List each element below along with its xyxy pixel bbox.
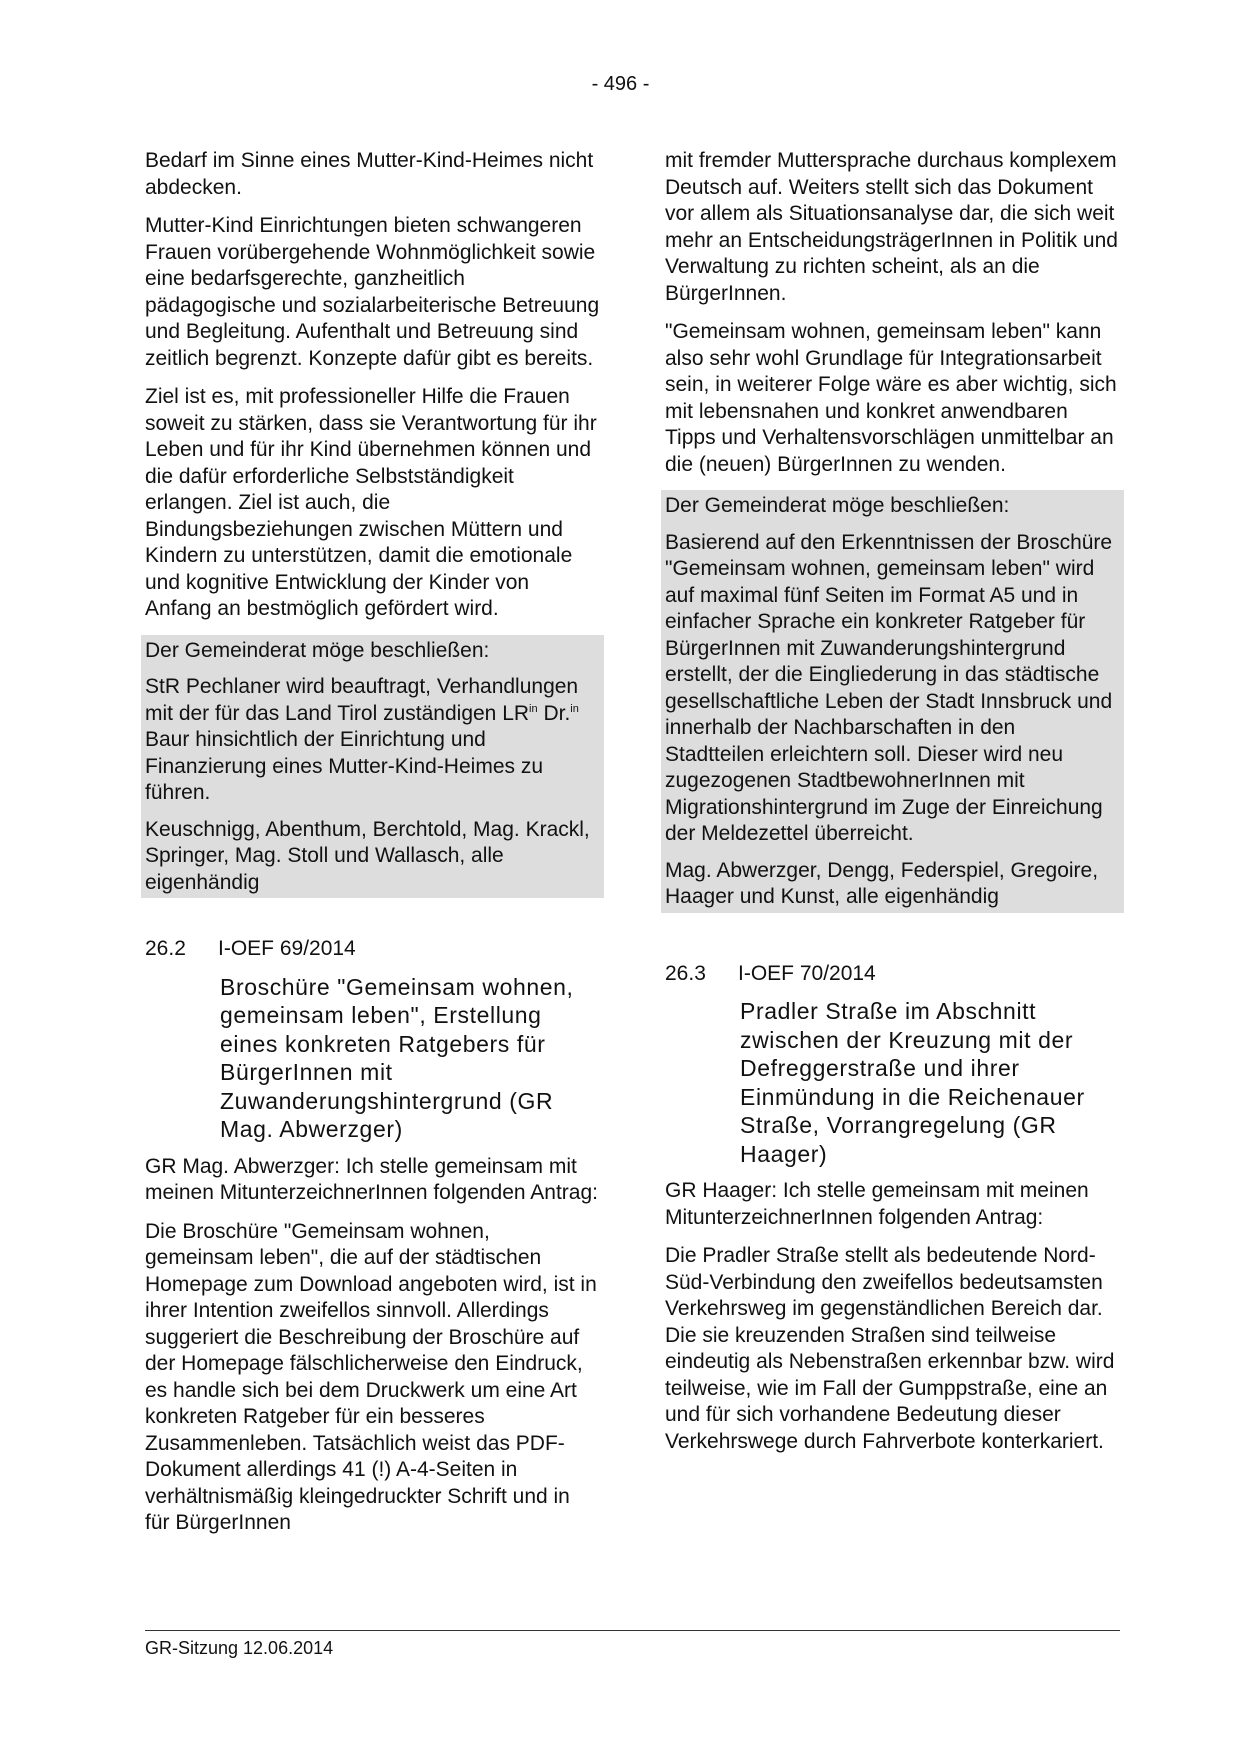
motion-body: Basierend auf den Erkenntnissen der Broschüre "Gemeinsam wohnen, gemeinsam leben" wird auf maximal fünf Seiten im Format A5 und in einfacher Sprache ein konkreter Ratgeber für BürgerInnen mit Zuwanderungshintergrund erstellt, der die Eingliederung in das städtische gesellschaftliche Leben der Stadt Innsbruck und innerhalb der Nachbarschaften in den Stadtteilen erleichtern soll. Dieser wird neu zugezogenen StadtbewohnerInnen mit Migrationshintergrund im Zuge der Einreichung der Meldezettel überreicht.: [665, 530, 1113, 845]
item-body: Die Pradler Straße stellt als bedeutende Nord-Süd-Verbindung den zweifellos bedeutsamsten Verkehrsweg im gegenständlichen Bereich dar. Die sie kreuzenden Straßen sind teilweise eindeutig als Nebenstraßen erkennbar bzw. wird teilweise, wie im Fall der Gumppstraße, eine an und für sich vorhandene Bedeutung dieser Verkehrswege durch Fahrverbote konterkariert.: [665, 1244, 1115, 1453]
item-title: Broschüre "Gemeinsam wohnen, gemeinsam leben", Erstellung eines konkreten Ratgebers für BürgerInnen mit Zuwanderungshintergrund (GR Mag. Abwerzger): [220, 973, 574, 1142]
motion-box: [661, 490, 1124, 913]
item-number: 26.3: [665, 961, 706, 985]
agenda-item-heading: [665, 961, 1120, 988]
motion-heading: Der Gemeinderat möge beschließen:: [665, 494, 1010, 517]
superscript: in: [570, 702, 579, 715]
item-code: I-OEF 70/2014: [738, 961, 876, 985]
right-column: [665, 148, 1120, 1467]
paragraph: Bedarf im Sinne eines Mutter-Kind-Heimes nicht abdecken.: [145, 149, 594, 199]
superscript: in: [529, 702, 538, 715]
motion-body-text: Baur hinsichtlich der Einrichtung und Finanzierung eines Mutter-Kind-Heimes zu führen.: [145, 728, 544, 804]
paragraph: mit fremder Muttersprache durchaus komplexem Deutsch auf. Weiters stellt sich das Dokument vor allem als Situationsanalyse dar, die sich weit mehr an EntscheidungsträgerInnen in Politik und Verwaltung zu richten scheint, als an die BürgerInnen.: [665, 149, 1118, 305]
signatories: Mag. Abwerzger, Dengg, Federspiel, Gregoire, Haager und Kunst, alle eigenhändig: [665, 858, 1099, 908]
motion-body-text: Dr.: [537, 701, 571, 725]
page-number: - 496 -: [591, 73, 650, 95]
paragraph: "Gemeinsam wohnen, gemeinsam leben" kann also sehr wohl Grundlage für Integrationsarbeit sein, in weiterer Folge wäre es aber wichtig, sich mit lebensnahen und konkret anwendbaren Tipps und Verhaltensvorschlägen unmittelbar an die (neuen) BürgerInnen zu wenden.: [665, 320, 1117, 476]
item-intro: GR Mag. Abwerzger: Ich stelle gemeinsam mit meinen MitunterzeichnerInnen folgenden Antrag:: [145, 1154, 598, 1204]
motion-box: [141, 635, 604, 899]
item-body: Die Broschüre "Gemeinsam wohnen, gemeinsam leben", die auf der städtischen Homepage zum Download angeboten wird, ist in ihrer Intention zweifellos sinnvoll. Allerdings suggeriert die Beschreibung der Broschüre auf der Homepage fälschlicherweise den Eindruck, es handle sich bei dem Druckwerk um eine Art konkreten Ratgeber für ein besseres Zusammenleben. Tatsächlich weist das PDF-Dokument allerdings 41 (!) A-4-Seiten in verhältnismäßig kleingedruckter Schrift und in für BürgerInnen: [145, 1219, 597, 1534]
motion-body: [145, 674, 600, 807]
item-title: Pradler Straße im Abschnitt zwischen der Kreuzung mit der Defreggerstraße und ihrer Einmündung in die Reichenauer Straße, Vorrangregelung (GR Haager): [740, 998, 1085, 1167]
agenda-item-heading: [145, 936, 600, 963]
footer-session-date: GR-Sitzung 12.06.2014: [145, 1638, 334, 1658]
left-column: [145, 148, 600, 1549]
motion-heading: Der Gemeinderat möge beschließen:: [145, 638, 490, 662]
motion-body-text: StR Pechlaner wird beauftragt, Verhandlungen mit der für das Land Tirol zuständigen LR: [145, 675, 579, 725]
item-code: I-OEF 69/2014: [218, 937, 356, 960]
footer-divider: [145, 1630, 1120, 1631]
signatories: Keuschnigg, Abenthum, Berchtold, Mag. Krackl, Springer, Mag. Stoll und Wallasch, alle eigenhändig: [145, 817, 590, 894]
item-number: 26.2: [145, 937, 186, 960]
paragraph: Ziel ist es, mit professioneller Hilfe die Frauen soweit zu stärken, dass sie Verantwortung für ihr Leben und für ihr Kind übernehmen können und die dafür erforderliche Selbstständigkeit erlangen. Ziel ist auch, die Bindungsbeziehungen zwischen Müttern und Kindern zu unterstützen, damit die emotionale und kognitive Entwicklung der Kinder von Anfang an bestmöglich gefördert wird.: [145, 385, 597, 620]
item-intro: GR Haager: Ich stelle gemeinsam mit meinen MitunterzeichnerInnen folgenden Antrag:: [665, 1179, 1089, 1229]
paragraph: Mutter-Kind Einrichtungen bieten schwangeren Frauen vorübergehende Wohnmöglichkeit sowie eine bedarfsgerechte, ganzheitlich pädagogische und sozialarbeiterische Betreuung und Begleitung. Aufenthalt und Betreuung sind zeitlich begrenzt. Konzepte dafür gibt es bereits.: [145, 214, 600, 370]
